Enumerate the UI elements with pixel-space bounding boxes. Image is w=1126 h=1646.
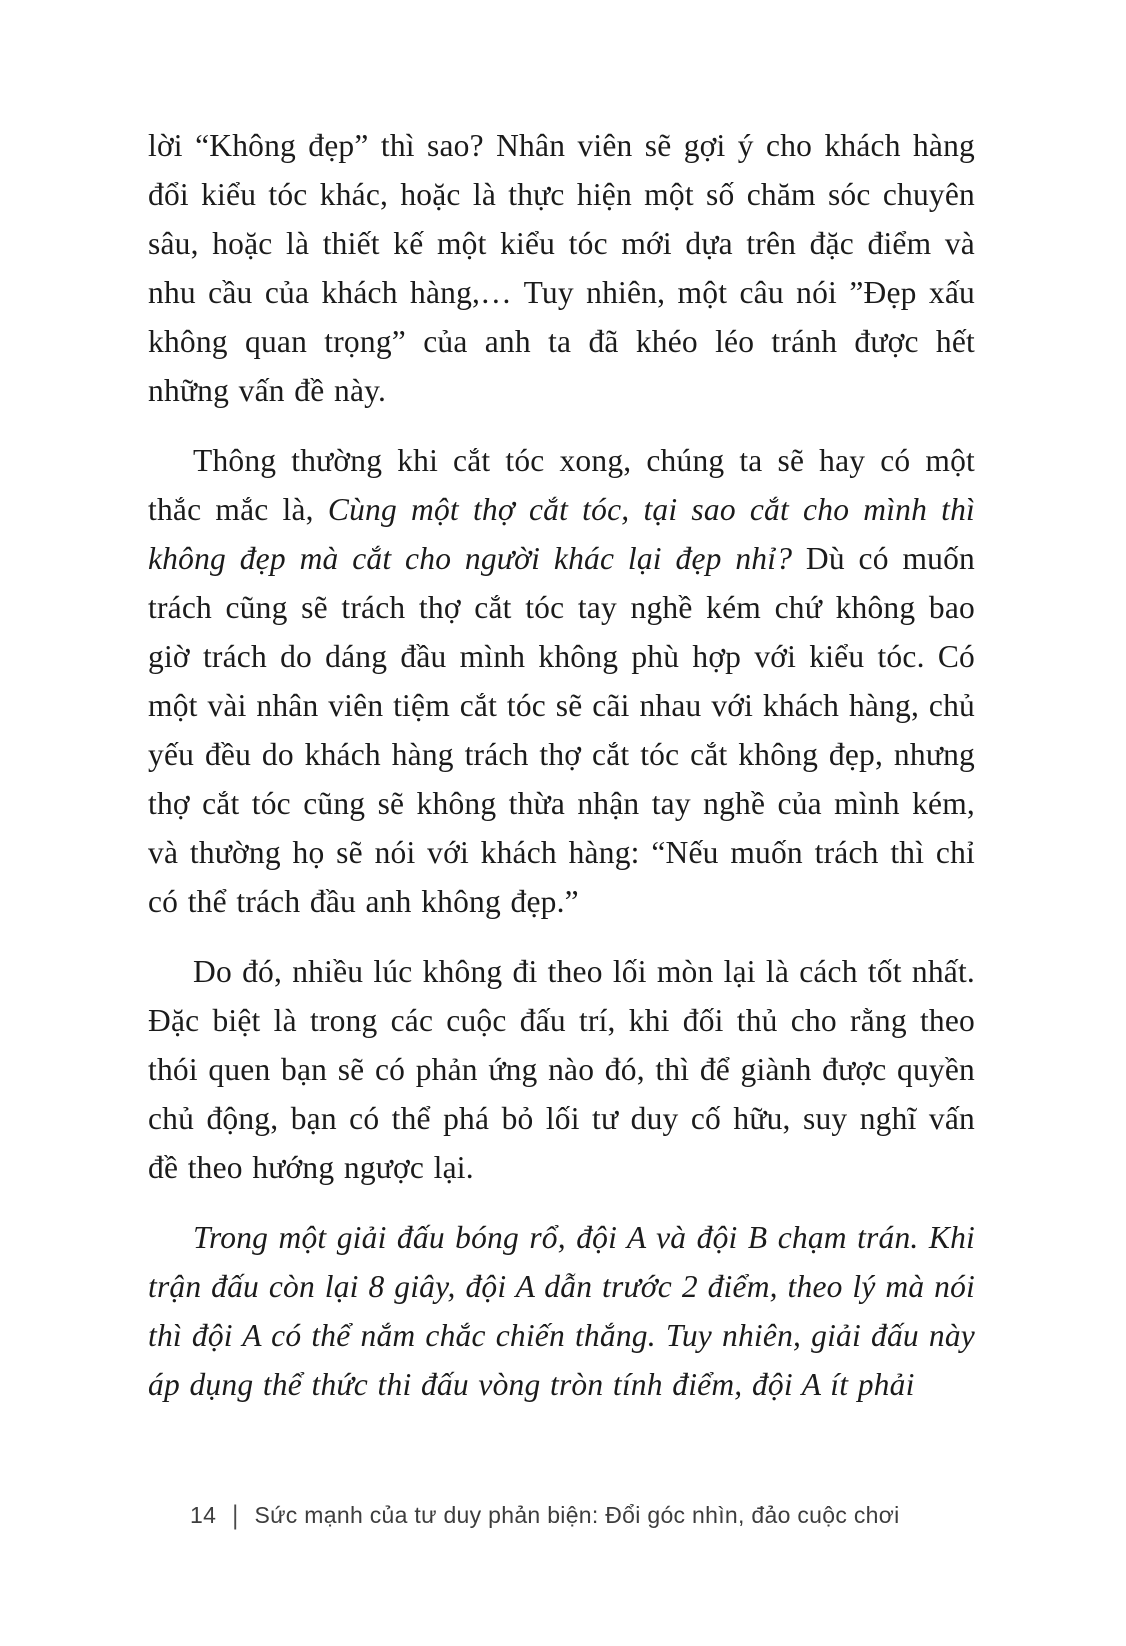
paragraph-example-italic xyxy=(148,1213,975,1409)
paragraph xyxy=(148,436,975,926)
paragraph-text: Thông thường khi cắt tóc xong, chúng ta sẽ hay có một thắc mắc là, xyxy=(148,443,975,527)
paragraph-text: Trong một giải đấu bóng rổ, đội A và đội B chạm trán. Khi trận đấu còn lại 8 giây, đội A dẫn trước 2 điểm, theo lý mà nói thì đội A có thể nắm chắc chiến thắng. Tuy nhiên, giải đấu này áp dụng thể thức thi đấu vòng tròn tính điểm, đội A ít phải xyxy=(148,1220,975,1402)
paragraph-text: Do đó, nhiều lúc không đi theo lối mòn lại là cách tốt nhất. Đặc biệt là trong các cuộc đấu trí, khi đối thủ cho rằng theo thói quen bạn sẽ có phản ứng nào đó, thì để giành được quyền chủ động, bạn có thể phá bỏ lối tư duy cố hữu, suy nghĩ vấn đề theo hướng ngược lại. xyxy=(148,954,975,1185)
paragraph-text: lời “Không đẹp” thì sao? Nhân viên sẽ gợi ý cho khách hàng đổi kiểu tóc khác, hoặc là thực hiện một số chăm sóc chuyên sâu, hoặc là thiết kế một kiểu tóc mới dựa trên đặc điểm và nhu cầu của khách hàng,… Tuy nhiên, một câu nói ”Đẹp xấu không quan trọng” của anh ta đã khéo léo tránh được hết những vấn đề này. xyxy=(148,128,975,408)
footer-separator: | xyxy=(232,1500,239,1530)
page-footer xyxy=(190,1498,900,1532)
page-body xyxy=(148,121,975,1409)
paragraph xyxy=(148,947,975,1192)
paragraph xyxy=(148,121,975,415)
paragraph-italic-quote: Cùng một thợ cắt tóc, tại sao cắt cho mình thì không đẹp mà cắt cho người khác lại đẹp nhỉ? xyxy=(148,492,976,576)
footer-book-title: Sức mạnh của tư duy phản biện: Đổi góc nhìn, đảo cuộc chơi xyxy=(254,1502,900,1528)
paragraph-text: Dù có muốn trách cũng sẽ trách thợ cắt tóc tay nghề kém chứ không bao giờ trách do dáng đầu mình không phù hợp với kiểu tóc. Có một vài nhân viên tiệm cắt tóc sẽ cãi nhau với khách hàng, chủ yếu đều do khách hàng trách thợ cắt tóc cắt không đẹp, nhưng thợ cắt tóc cũng sẽ không thừa nhận tay nghề của mình kém, và thường họ sẽ nói với khách hàng: “Nếu muốn trách thì chỉ có thể trách đầu anh không đẹp.” xyxy=(148,541,975,919)
page-number: 14 xyxy=(190,1502,217,1528)
